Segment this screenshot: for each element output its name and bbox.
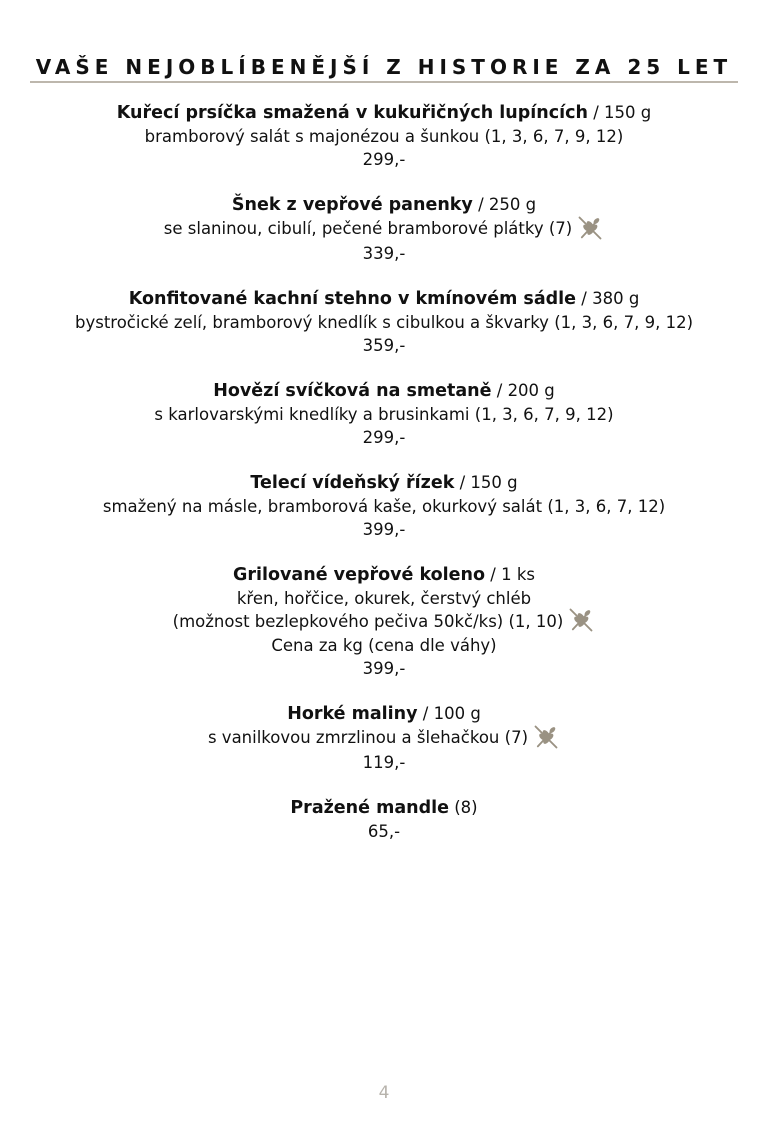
menu-item (0, 702, 768, 774)
dish-weight: / 200 g (491, 380, 555, 400)
dish-price: 119,- (362, 752, 406, 772)
dish-description: s karlovarskými knedlíky a brusinkami (1, 3, 6, 7, 9, 12) (154, 404, 614, 424)
gluten-free-icon (576, 214, 604, 242)
dish-weight: / 380 g (576, 288, 640, 308)
menu-item (0, 563, 768, 681)
dish-name: Konfitované kachní stehno v kmínovém sádle (128, 288, 577, 309)
dish-price: 399,- (362, 519, 406, 539)
dish-price: 65,- (367, 821, 401, 841)
section-title: VAŠE NEJOBLÍBENĚJŠÍ Z HISTORIE ZA 25 LET (35, 55, 733, 79)
dish-weight: / 250 g (472, 195, 537, 214)
dish-name: Hovězí svíčková na smetaně (213, 380, 492, 401)
dish-description: smažený na másle, bramborová kaše, okurkový salát (1, 3, 6, 7, 12) (102, 496, 666, 516)
dish-weight: (8) (449, 797, 478, 817)
menu-item (0, 193, 768, 265)
dish-name: Horké maliny (287, 704, 418, 724)
menu-item (0, 287, 768, 357)
dish-price: 339,- (362, 243, 406, 263)
dish-description: bramborový salát s majonézou a šunkou (1, 3, 6, 7, 9, 12) (144, 127, 624, 146)
menu-item (0, 796, 768, 843)
dish-price: 399,- (362, 659, 406, 678)
dish-weight: / 150 g (454, 472, 518, 492)
dish-price: 359,- (362, 335, 406, 355)
dish-name: Grilované vepřové koleno (233, 564, 486, 585)
dish-price: 299,- (362, 150, 406, 169)
dish-weight: / 1 ks (485, 564, 535, 584)
title-divider (30, 81, 738, 83)
dish-description: s vanilkovou zmrzlinou a šlehačkou (7) (207, 728, 529, 747)
gluten-free-icon (567, 606, 595, 634)
gluten-free-icon (532, 723, 560, 751)
dish-name: Šnek z vepřové panenky (231, 195, 473, 215)
dish-description: se slaninou, cibulí, pečené bramborové plátky (7) (163, 219, 573, 238)
dish-name: Pražené mandle (290, 797, 449, 818)
dish-note: Cena za kg (cena dle váhy) (271, 636, 497, 655)
dish-price: 299,- (362, 427, 406, 447)
menu-item (0, 379, 768, 449)
menu-item (0, 101, 768, 171)
dish-name: Telecí vídeňský řízek (250, 472, 455, 493)
dish-name: Kuřecí prsíčka smažená v kukuřičných lupíncích (116, 103, 588, 123)
dish-description: bystročické zelí, bramborový knedlík s cibulkou a škvarky (1, 3, 6, 7, 9, 12) (74, 312, 694, 332)
menu-list (0, 101, 768, 865)
dish-weight: / 100 g (417, 704, 481, 723)
menu-item (0, 471, 768, 541)
dish-description: křen, hořčice, okurek, čerstvý chléb (236, 588, 532, 608)
dish-weight: / 150 g (587, 103, 652, 122)
dish-description-extra: (možnost bezlepkového pečiva 50kč/ks) (1, 10) (172, 611, 564, 631)
page-number: 4 (378, 1083, 390, 1103)
